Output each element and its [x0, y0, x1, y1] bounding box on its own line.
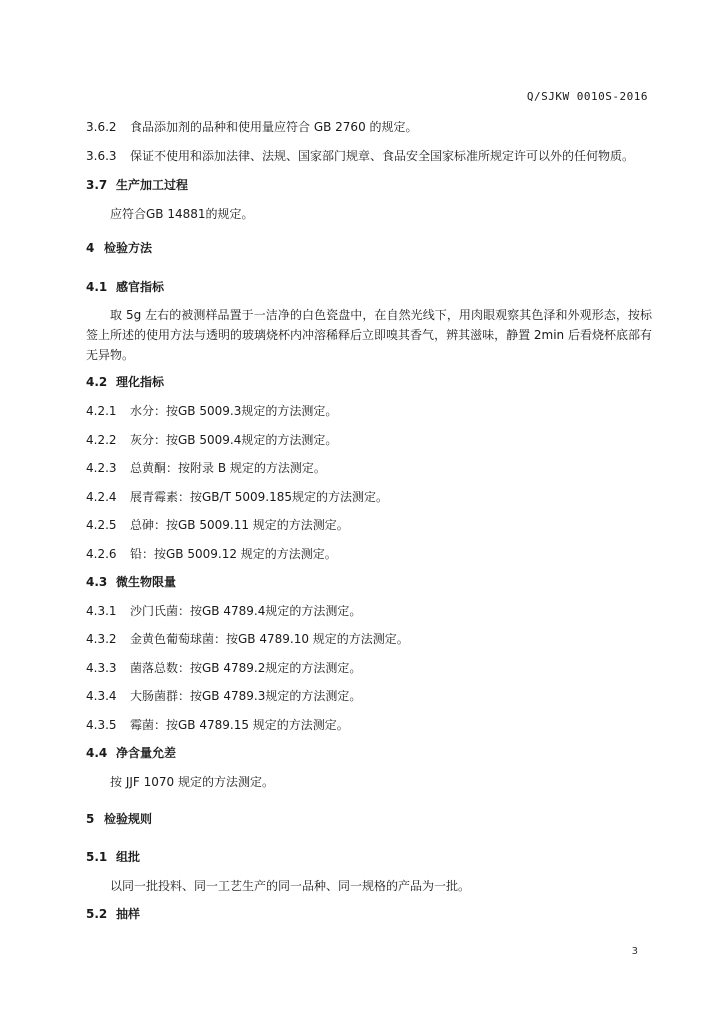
clause-text: 总黄酮：按附录 B 规定的方法测定。	[130, 461, 326, 475]
section-number: 5.2	[86, 907, 108, 921]
section-3-7-body	[110, 206, 648, 222]
clause-number: 4.2.5	[86, 518, 117, 532]
clause-number: 4.2.3	[86, 461, 117, 475]
clause-4-3-5	[86, 717, 648, 733]
section-title: 抽样	[116, 907, 141, 921]
clause-text: 霉菌：按GB 4789.15 规定的方法测定。	[130, 718, 349, 732]
section-5-2-heading	[86, 906, 648, 922]
clause-text: 沙门氏菌：按GB 4789.4规定的方法测定。	[130, 604, 362, 618]
clause-text: 保证不使用和添加法律、法规、国家部门规章、食品安全国家标准所规定许可以外的任何物质。	[130, 149, 635, 163]
clause-number: 4.3.3	[86, 661, 117, 675]
section-title: 微生物限量	[116, 575, 177, 589]
clause-4-3-4	[86, 688, 648, 704]
page-number: 3	[631, 946, 638, 957]
section-number: 4.4	[86, 746, 108, 760]
section-title: 感官指标	[116, 280, 165, 294]
chapter-4-heading	[86, 240, 648, 256]
section-4-4-heading	[86, 745, 648, 761]
section-number: 4.1	[86, 280, 108, 294]
body-text: 按 JJF 1070 规定的方法测定。	[110, 775, 274, 789]
clause-4-2-6	[86, 546, 648, 562]
clause-number: 4.3.1	[86, 604, 117, 618]
clause-number: 4.2.6	[86, 547, 117, 561]
clause-3-6-2	[86, 119, 648, 135]
section-4-3-heading	[86, 574, 648, 590]
section-title: 生产加工过程	[116, 178, 189, 192]
clause-number: 4.3.4	[86, 689, 117, 703]
section-5-1-body	[110, 878, 648, 894]
chapter-number: 5	[86, 812, 95, 826]
clause-4-2-5	[86, 517, 648, 533]
body-text: 以同一批投料、同一工艺生产的同一品种、同一规格的产品为一批。	[110, 879, 471, 893]
clause-number: 4.2.1	[86, 404, 117, 418]
section-title: 净含量允差	[116, 746, 177, 760]
chapter-5-heading	[86, 811, 648, 827]
clause-text: 展青霉素：按GB/T 5009.185规定的方法测定。	[130, 490, 388, 504]
section-4-4-body	[110, 774, 648, 790]
body-text: 应符合GB 14881的规定。	[110, 207, 254, 221]
clause-text: 大肠菌群：按GB 4789.3规定的方法测定。	[130, 689, 362, 703]
section-number: 4.2	[86, 375, 108, 389]
section-5-1-heading	[86, 849, 648, 865]
section-number: 3.7	[86, 178, 108, 192]
clause-text: 灰分：按GB 5009.4规定的方法测定。	[130, 433, 338, 447]
section-title: 理化指标	[116, 375, 165, 389]
clause-text: 总砷：按GB 5009.11 规定的方法测定。	[130, 518, 349, 532]
clause-number: 4.3.2	[86, 632, 117, 646]
section-number: 5.1	[86, 850, 108, 864]
clause-text: 铅：按GB 5009.12 规定的方法测定。	[130, 547, 337, 561]
clause-4-3-1	[86, 603, 648, 619]
section-title: 组批	[116, 850, 141, 864]
section-number: 4.3	[86, 575, 108, 589]
clause-4-3-3	[86, 660, 648, 676]
clause-4-2-1	[86, 403, 648, 419]
chapter-title: 检验方法	[104, 241, 153, 255]
document-code: Q/SJKW 0010S-2016	[526, 90, 648, 103]
clause-text: 水分：按GB 5009.3规定的方法测定。	[130, 404, 338, 418]
chapter-number: 4	[86, 241, 95, 255]
clause-number: 4.3.5	[86, 718, 117, 732]
chapter-title: 检验规则	[104, 812, 153, 826]
clause-4-2-2	[86, 432, 648, 448]
clause-text: 食品添加剂的品种和使用量应符合 GB 2760 的规定。	[130, 120, 418, 134]
section-4-2-heading	[86, 374, 648, 390]
clause-4-2-4	[86, 489, 648, 505]
clause-4-2-3	[86, 460, 648, 476]
clause-number: 3.6.2	[86, 120, 117, 134]
clause-number: 4.2.4	[86, 490, 117, 504]
section-3-7-heading	[86, 177, 648, 193]
section-4-1-heading	[86, 279, 648, 295]
sensory-paragraph: 取 5g 左右的被测样品置于一洁净的白色瓷盘中，在自然光线下，用肉眼观察其色泽和外观形态，按标签上所述的使用方法与透明的玻璃烧杯内冲溶稀释后立即嗅其香气，辨其滋味，静置 2min 后看烧杯底部有无异物。	[86, 308, 652, 362]
clause-text: 菌落总数：按GB 4789.2规定的方法测定。	[130, 661, 362, 675]
clause-text: 金黄色葡萄球菌：按GB 4789.10 规定的方法测定。	[130, 632, 409, 646]
clause-number: 4.2.2	[86, 433, 117, 447]
clause-4-3-2	[86, 631, 648, 647]
clause-number: 3.6.3	[86, 149, 117, 163]
clause-3-6-3	[86, 148, 648, 164]
